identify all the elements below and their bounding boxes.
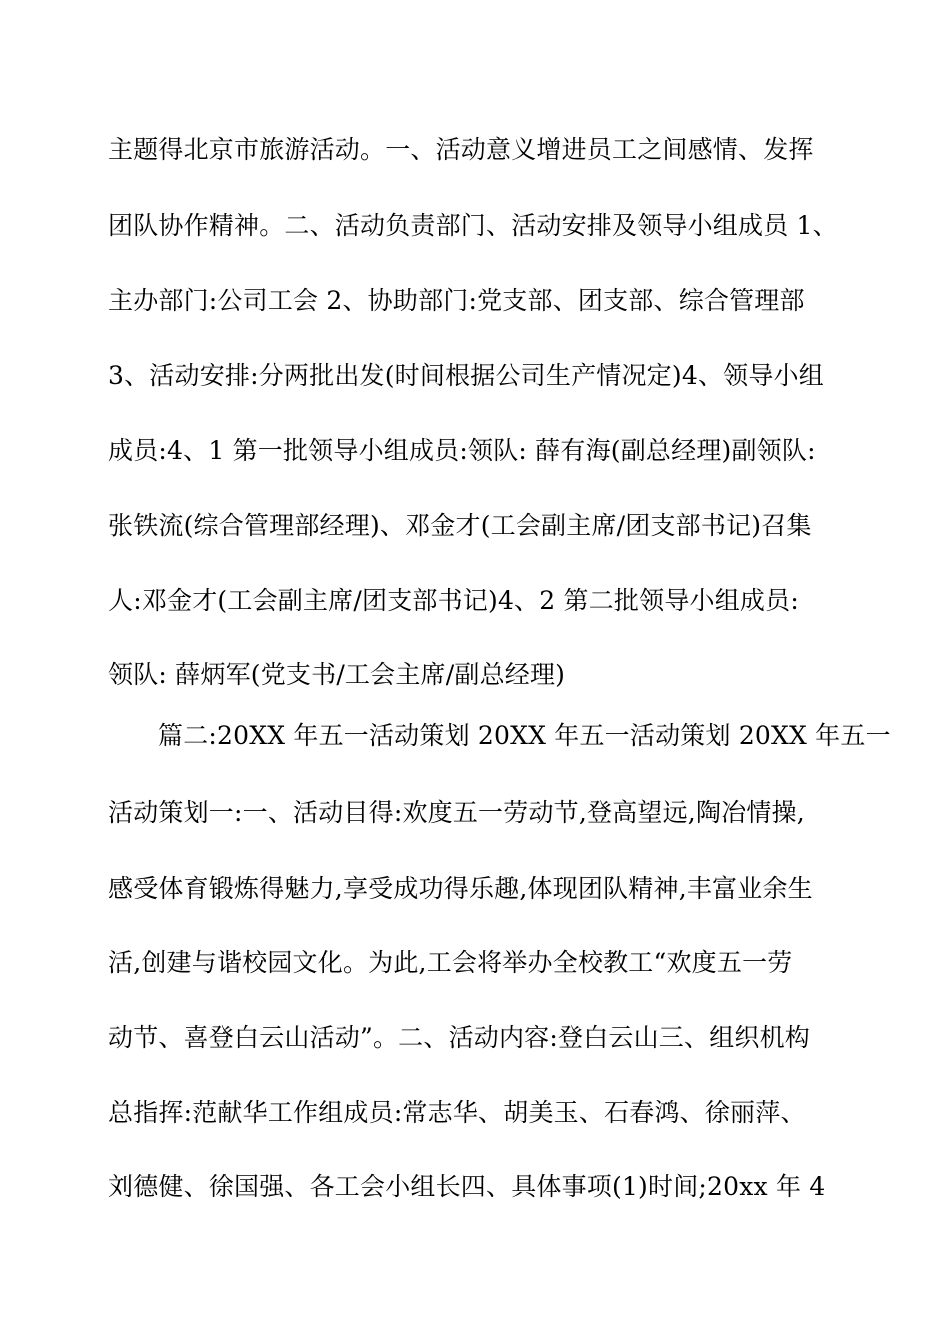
- text-line: 主办部门:公司工会 2、协助部门:党支部、团支部、综合管理部: [108, 286, 805, 315]
- text-line: 感受体育锻炼得魅力,享受成功得乐趣,体现团队精神,丰富业余生: [108, 874, 813, 903]
- text-line: 刘德健、徐国强、各工会小组长四、具体事项(1)时间;20xx 年 4: [108, 1172, 826, 1201]
- text-line: 成员:4、1 第一批领导小组成员:领队: 薛有海(副总经理)副领队:: [108, 436, 816, 465]
- text-line: 主题得北京市旅游活动。一、活动意义增进员工之间感情、发挥: [108, 135, 814, 164]
- text-line: 活动策划一:一、活动目得:欢度五一劳动节,登高望远,陶冶情操,: [108, 798, 805, 827]
- text-line: 领队: 薛炳军(党支书/工会主席/副总经理): [108, 660, 566, 689]
- text-line: 团队协作精神。二、活动负责部门、活动安排及领导小组成员 1、: [108, 211, 838, 240]
- paragraph-start-line: 篇二:20XX 年五一活动策划 20XX 年五一活动策划 20XX 年五一: [158, 721, 891, 750]
- text-line: 动节、喜登白云山活动”。二、活动内容:登白云山三、组织机构: [108, 1023, 811, 1052]
- text-line: 张铁流(综合管理部经理)、邓金才(工会副主席/团支部书记)召集: [108, 511, 812, 540]
- text-line: 3、活动安排:分两批出发(时间根据公司生产情况定)4、领导小组: [108, 361, 824, 390]
- text-line: 活,创建与谐校园文化。为此,工会将举办全校教工“欢度五一劳: [108, 948, 793, 977]
- text-line: 总指挥:范献华工作组成员:常志华、胡美玉、石春鸿、徐丽萍、: [108, 1098, 806, 1127]
- text-line: 人:邓金才(工会副主席/团支部书记)4、2 第二批领导小组成员:: [108, 586, 799, 615]
